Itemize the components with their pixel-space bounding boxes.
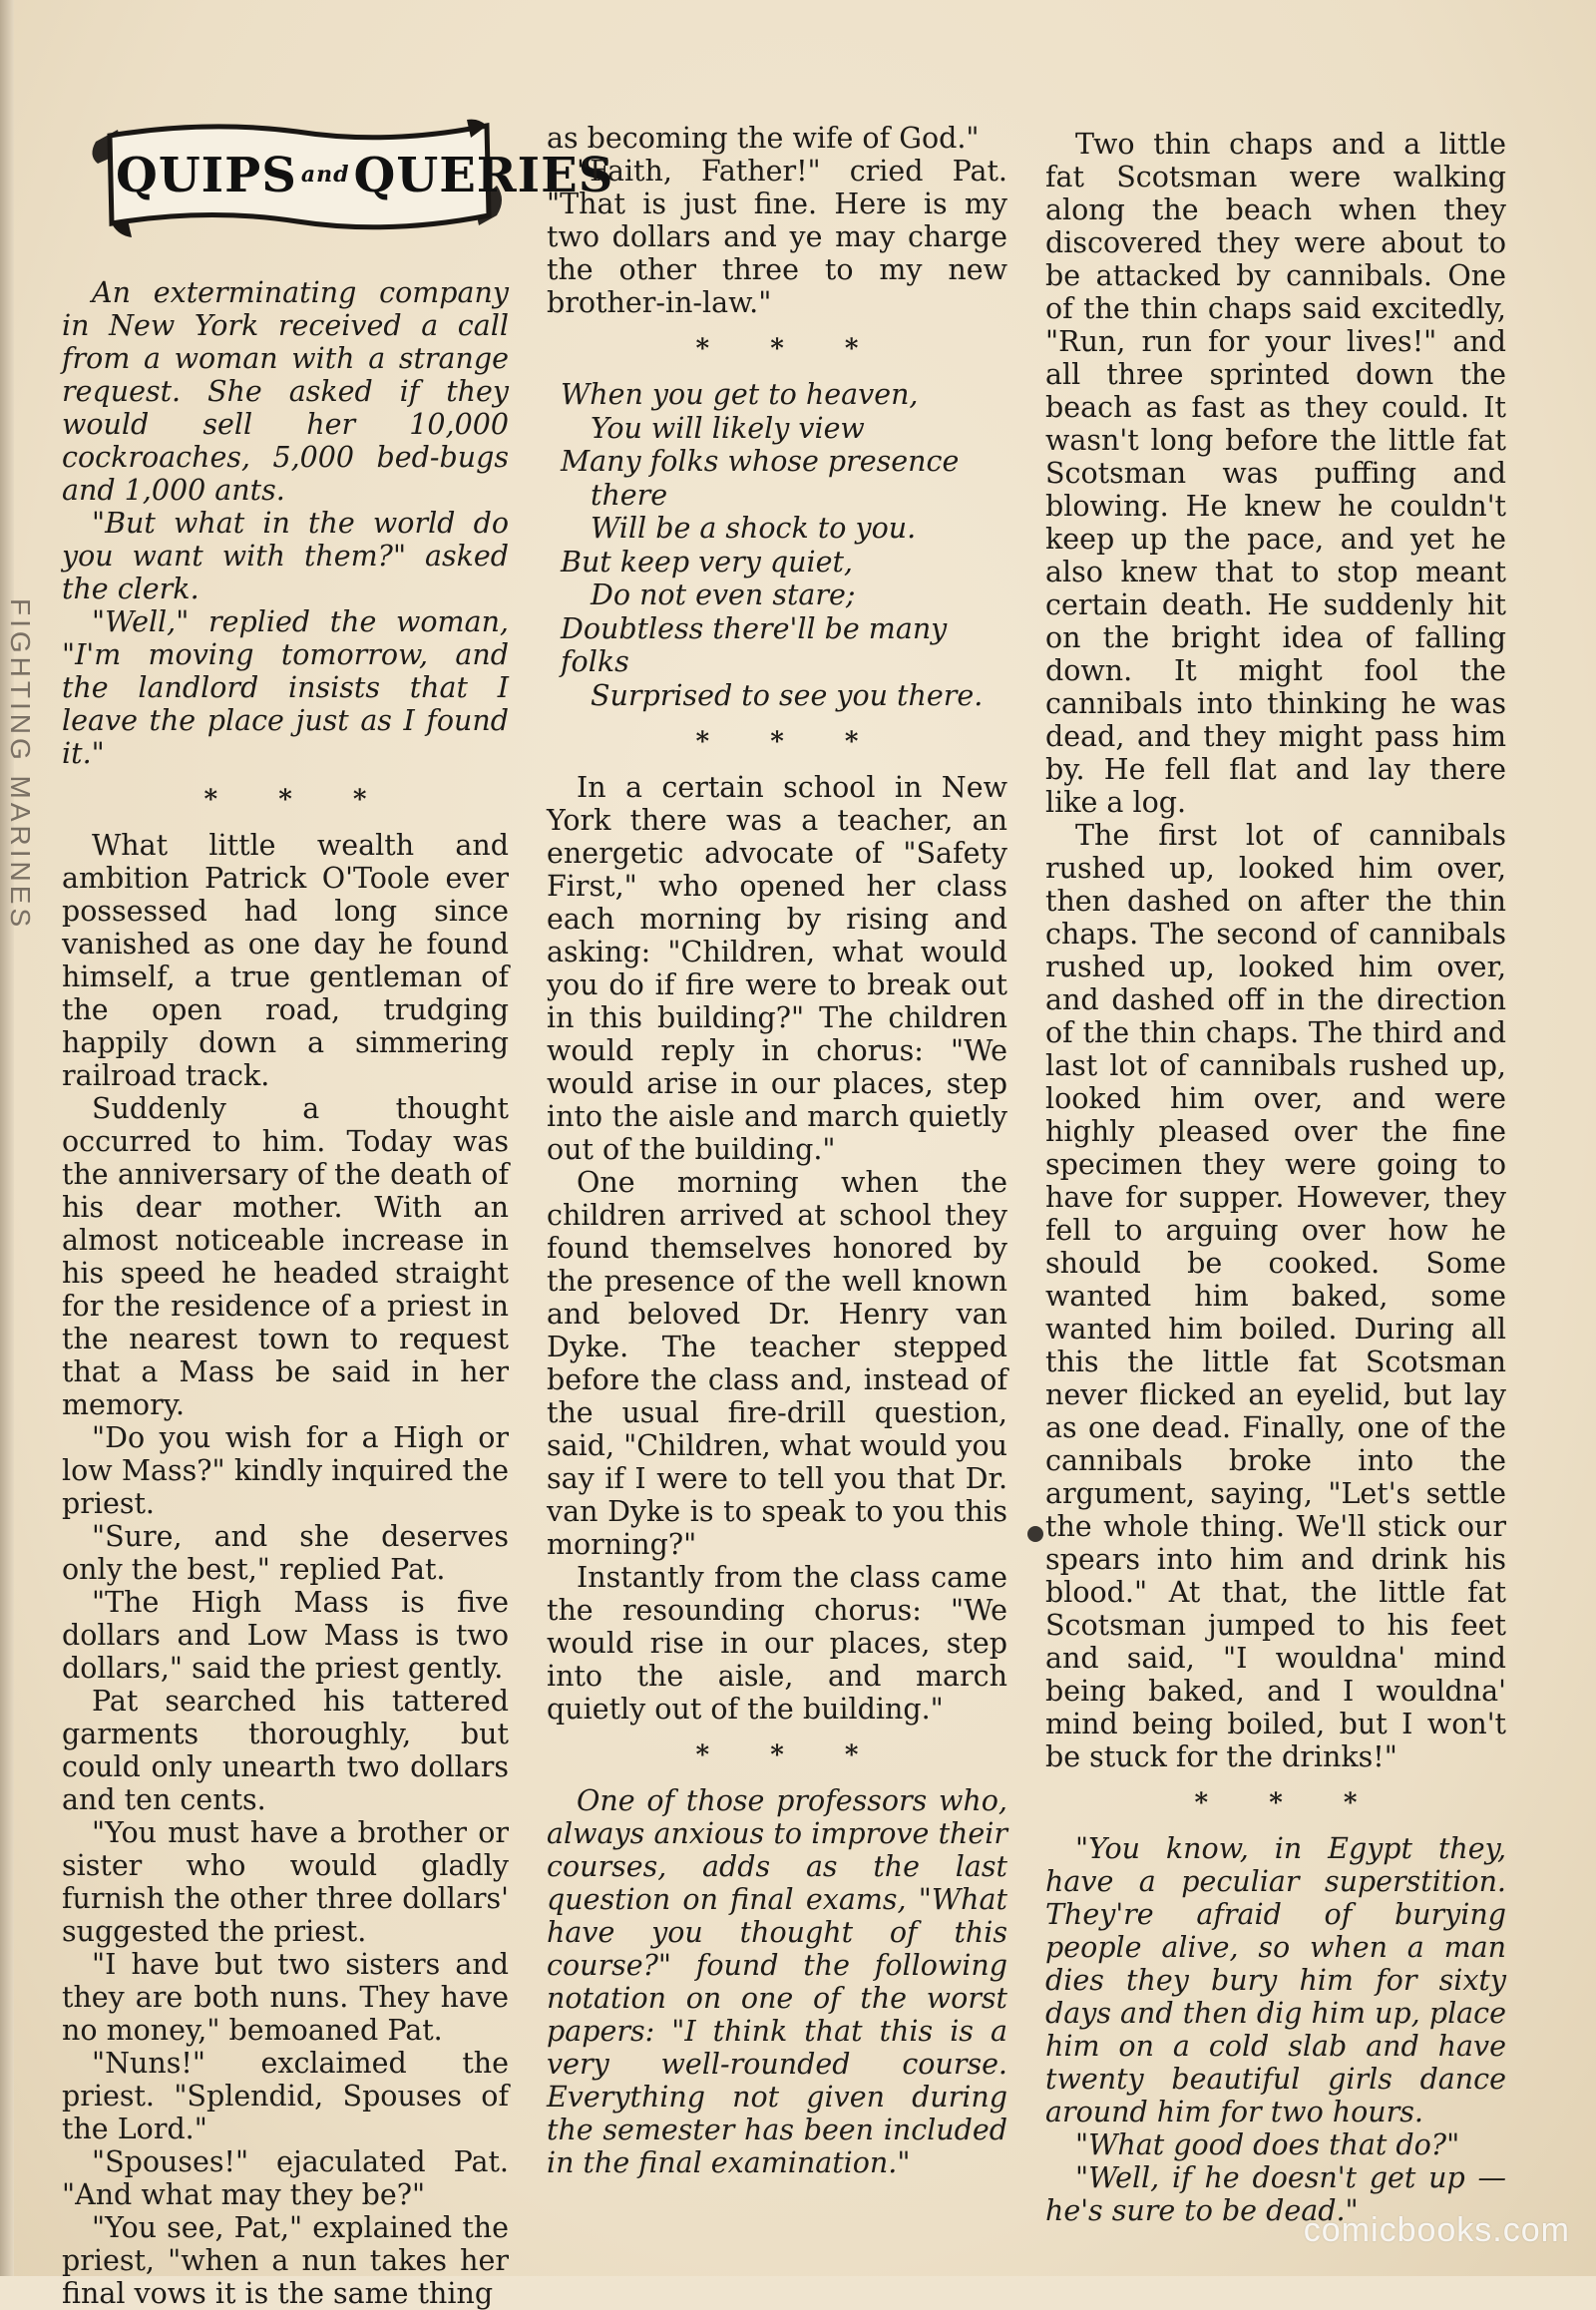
- story-otoole-p1: What little wealth and ambition Patrick O'Toole ever possessed had long since vanished as one day he found himself, a true gentleman of the open road, trudging happily down a simmering railroad track.: [62, 829, 509, 1092]
- poem-line: Will be a shock to you.: [591, 512, 917, 545]
- banner-title: [116, 148, 614, 203]
- story-otoole-p5: "The High Mass is five dollars and Low Mass is two dollars," said the priest gently.: [62, 1586, 509, 1685]
- story-otoole-p11: "You see, Pat," explained the priest, "when a nun takes her final vows it is the same thing: [62, 2211, 509, 2310]
- story-otoole-p7: "You must have a brother or sister who would gladly furnish the other three dollars' suggested the priest.: [62, 1816, 509, 1948]
- poem-line: But keep very quiet,: [561, 545, 853, 578]
- story-otoole-p4: "Sure, and she deserves only the best," replied Pat.: [62, 1520, 509, 1586]
- story-otoole-p6: Pat searched his tattered garments thoroughly, but could only unearth two dollars and ten cents.: [62, 1685, 509, 1816]
- joke-egypt-p2: "What good does that do?": [1075, 2128, 1460, 2161]
- column-2: [547, 122, 1007, 2179]
- joke-professor: One of those professors who, always anxious to improve their courses, adds as the last question on final exams, "What have you thought of this course?" found the following notation on one of the worst papers: "I think that this is a very well-rounded course. Everything not given during the semester has been included in the final examination.": [547, 1784, 1007, 2179]
- story-otoole-p3: "Do you wish for a High or low Mass?" kindly inquired the priest.: [62, 1421, 509, 1520]
- poem-line: Surprised to see you there.: [591, 678, 984, 712]
- poem-line: Doubtless there'll be many folks: [561, 611, 948, 678]
- story-otoole-p9: "Nuns!" exclaimed the priest. "Splendid, Spouses of the Lord.": [62, 2047, 509, 2145]
- story-otoole-p12: as becoming the wife of God.": [547, 122, 980, 155]
- section-divider: * * *: [203, 785, 393, 815]
- banner-word-and: and: [300, 162, 350, 188]
- story-otoole-p8: "I have but two sisters and they are both nuns. They have no money," bemoaned Pat.: [62, 1948, 509, 2047]
- poem-line: You will likely view: [591, 411, 865, 445]
- section-divider: * * *: [695, 334, 885, 364]
- poem-line: Do not even stare;: [591, 578, 856, 611]
- quips-and-queries-banner: [88, 116, 614, 255]
- banner-word-quips: QUIPS: [116, 148, 297, 203]
- story-school-p3: Instantly from the class came the resounding chorus: "We would rise in our places, step into the aisle, and march quietly out of the building.": [547, 1561, 1007, 1726]
- story-otoole-p13: "Faith, Father!" cried Pat. "That is just fine. Here is my two dollars and ye may charge the other three to my new brother-in-law.": [547, 155, 1007, 319]
- story-school-p2: One morning when the children arrived at school they found themselves honored by the presence of the well known and beloved Dr. Henry van Dyke. The teacher stepped before the class and, instead of the usual fire-drill question, said, "Children, what would you say if I were to tell you that Dr. van Dyke is to speak to you this morning?": [547, 1166, 1007, 1561]
- section-divider: * * *: [695, 727, 885, 757]
- spine-title: FIGHTING MARINES: [5, 598, 36, 932]
- page-blemish: [1027, 1526, 1043, 1542]
- joke-egypt-p3: "Well, if he doesn't get up — he's sure to be dead.": [1045, 2161, 1506, 2227]
- poem-line: When you get to heaven,: [561, 378, 919, 411]
- joke-exterminator-p3: "Well," replied the woman, "I'm moving tomorrow, and the landlord insists that I leave the place just as I found it.": [62, 605, 509, 770]
- banner-word-queries: QUERIES: [353, 148, 614, 203]
- joke-egypt-p1: "You know, in Egypt they, have a peculiar superstition. They're afraid of burying people alive, so when a man dies they bury him for sixty days and then dig him up, place him on a cold slab and have twenty beautiful girls dance around him for two hours.: [1045, 1832, 1506, 2128]
- page-spine: [0, 0, 36, 2276]
- watermark: comicbooks.com: [1303, 2211, 1570, 2249]
- story-cannibals-p1: Two thin chaps and a little fat Scotsman were walking along the beach when they discovered they were about to be attacked by cannibals. One of the thin chaps said excitedly, "Run, run for your lives!" and all three sprinted down the beach as fast as they could. It wasn't long before the little fat Scotsman was puffing and blowing. He knew he couldn't keep up the pace, and yet he also knew that to stop meant certain death. He suddenly hit on the bright idea of falling down. It might fool the cannibals into thinking he was dead, and they might pass him by. He fell flat and lay there like a log.: [1045, 128, 1506, 819]
- story-otoole-p2: Suddenly a thought occurred to him. Today was the anniversary of the death of his dear mother. With an almost noticeable increase in his speed he headed straight for the residence of a priest in the nearest town to request that a Mass be said in her memory.: [62, 1092, 509, 1421]
- poem-line: there: [591, 478, 668, 512]
- column-1: [62, 276, 509, 2310]
- column-3: [1045, 128, 1506, 2227]
- poem-line: Many folks whose presence: [561, 445, 960, 478]
- story-cannibals-p2: The first lot of cannibals rushed up, looked him over, then dashed on after the thin chaps. The second of cannibals rushed up, looked him over, and dashed off in the direction of the thin chaps. The third and last lot of cannibals rushed up, looked him over, and were highly pleased over the fine specimen they were going to have for supper. However, they fell to arguing over how he should be cooked. Some wanted him baked, some wanted him boiled. During all this the little fat Scotsman never flicked an eyelid, but lay as one dead. Finally, one of the cannibals broke into the argument, saying, "Let's settle the whole thing. We'll stick our spears into him and drink his blood." At that, the little fat Scotsman jumped to his feet and said, "I wouldna' mind being baked, and I wouldna' mind being boiled, but I won't be stuck for the drinks!": [1045, 819, 1506, 1773]
- story-otoole-p10: "Spouses!" ejaculated Pat. "And what may they be?": [62, 2145, 509, 2211]
- story-school-p1: In a certain school in New York there was a teacher, an energetic advocate of "Safety First," who opened her class each morning by rising and asking: "Children, what would you do if fire were to break out in this building?" The children would reply in chorus: "We would arise in our places, step into the aisle and march quietly out of the building.": [547, 771, 1007, 1166]
- section-divider: * * *: [1194, 1788, 1384, 1818]
- poem-heaven: [561, 378, 1007, 712]
- joke-exterminator-p2: "But what in the world do you want with them?" asked the clerk.: [62, 507, 509, 605]
- section-divider: * * *: [695, 1740, 885, 1770]
- joke-exterminator-p1: An exterminating company in New York received a call from a woman with a strange request. She asked if they would sell her 10,000 cockroaches, 5,000 bed-bugs and 1,000 ants.: [62, 276, 509, 507]
